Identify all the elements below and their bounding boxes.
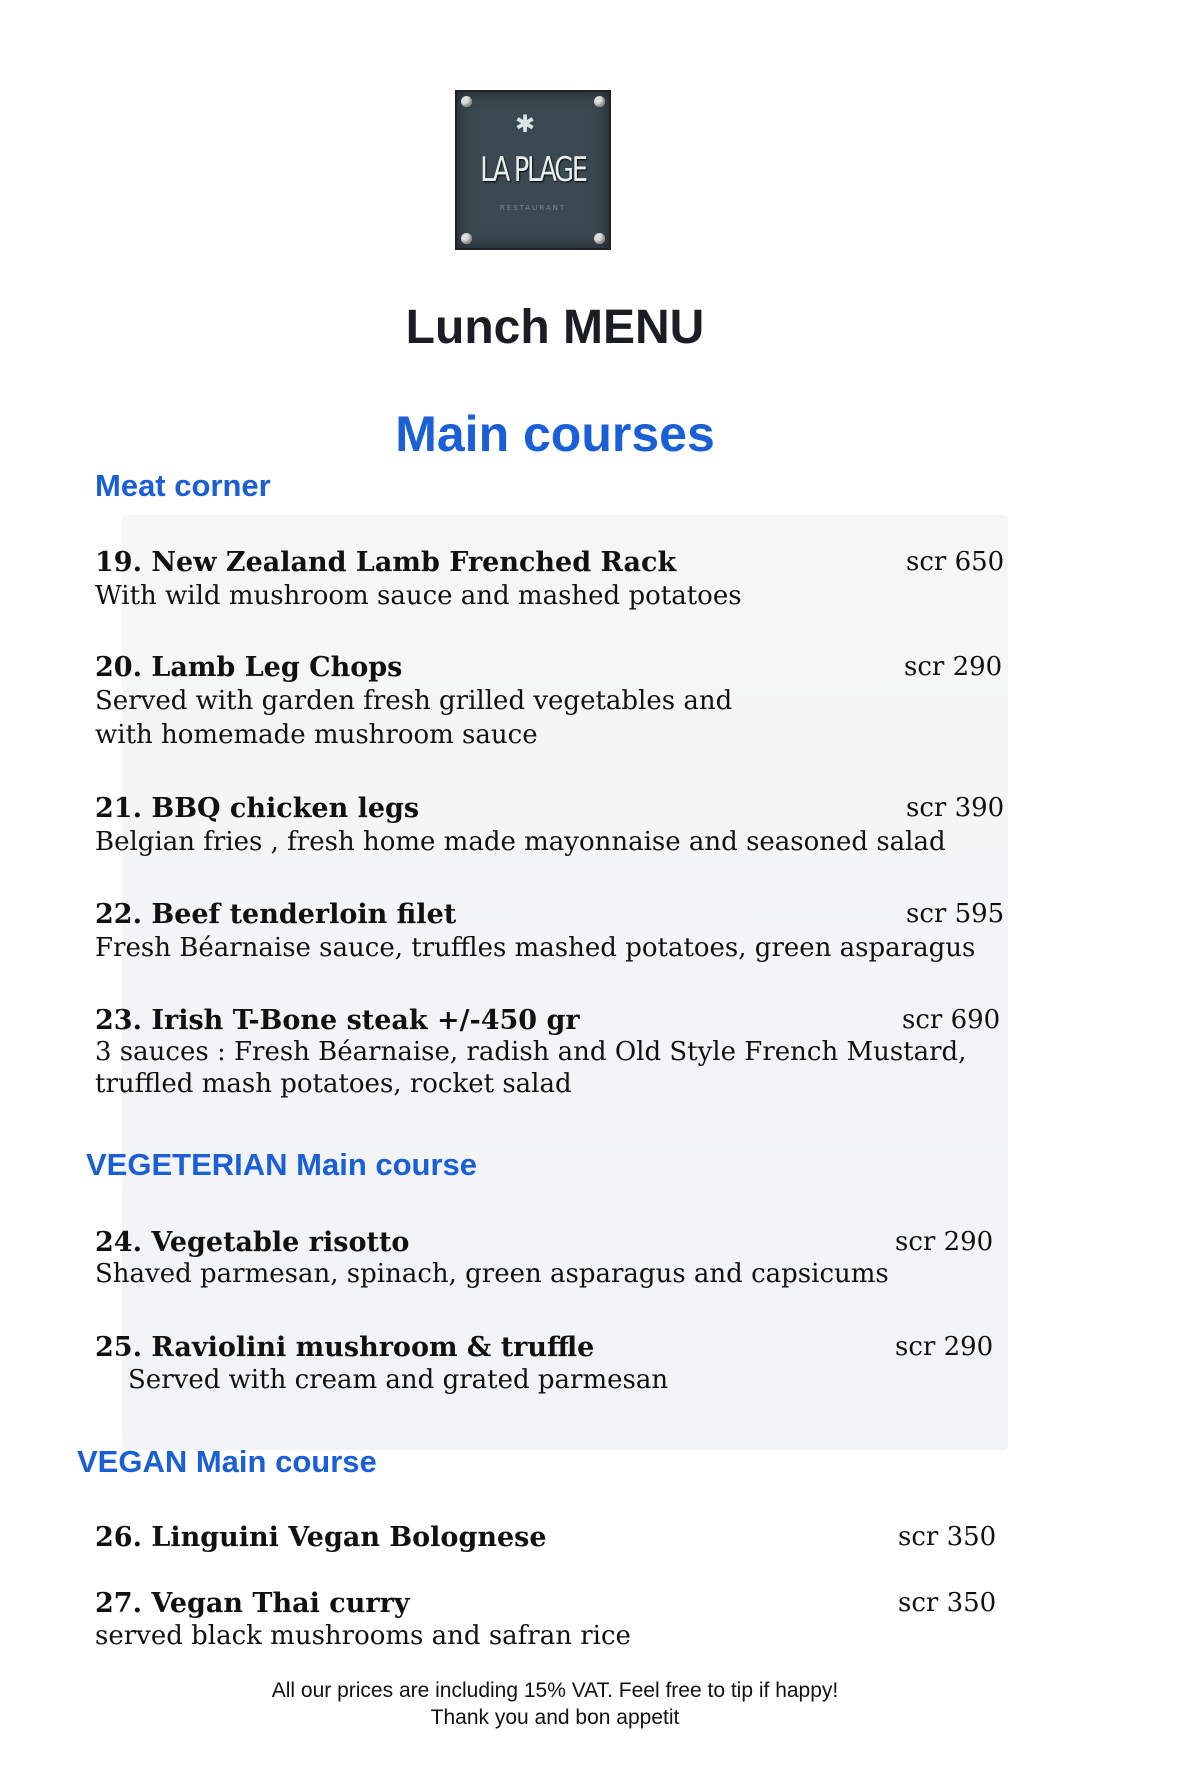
bolt-icon xyxy=(461,96,472,107)
section-heading: VEGETERIAN Main course xyxy=(86,1147,478,1182)
bolt-icon xyxy=(594,96,605,107)
menu-item-price: scr 290 xyxy=(895,1332,994,1362)
menu-item-price: scr 290 xyxy=(904,652,1003,682)
menu-item-price: scr 290 xyxy=(895,1227,994,1257)
menu-item-description: With wild mushroom sauce and mashed potatoes xyxy=(95,581,742,611)
menu-item-name: 24. Vegetable risotto xyxy=(95,1227,410,1258)
section-heading: VEGAN Main course xyxy=(77,1444,377,1479)
menu-item-price: scr 690 xyxy=(902,1005,1001,1035)
logo-subtitle: RESTAURANT xyxy=(499,204,567,212)
menu-item-name: 20. Lamb Leg Chops xyxy=(95,652,403,683)
menu-item-name: 26. Linguini Vegan Bolognese xyxy=(95,1522,547,1553)
menu-item-description: Fresh Béarnaise sauce, truffles mashed potatoes, green asparagus xyxy=(95,933,976,963)
menu-item-name: 27. Vegan Thai curry xyxy=(95,1588,410,1619)
menu-item-price: scr 350 xyxy=(898,1522,997,1552)
menu-subtitle: Main courses xyxy=(395,406,715,462)
menu-item-description: Belgian fries , fresh home made mayonnaise and seasoned salad xyxy=(95,827,946,857)
bolt-icon xyxy=(461,233,472,244)
bolt-icon xyxy=(594,233,605,244)
restaurant-logo xyxy=(455,90,611,250)
menu-item-price: scr 650 xyxy=(906,547,1005,577)
menu-item-name: 25. Raviolini mushroom & truffle xyxy=(95,1332,595,1363)
menu-item-description: Served with cream and grated parmesan xyxy=(128,1365,669,1395)
menu-item-price: scr 350 xyxy=(898,1588,997,1618)
palm-tree-icon: ✱ xyxy=(515,110,536,138)
footer-vat-note: All our prices are including 15% VAT. Feel free to tip if happy! xyxy=(271,1679,839,1702)
section-heading: Meat corner xyxy=(95,468,271,503)
logo-name: LA PLAGE xyxy=(480,150,586,190)
menu-item-price: scr 390 xyxy=(906,793,1005,823)
menu-item-description: with homemade mushroom sauce xyxy=(95,720,538,750)
menu-item-price: scr 595 xyxy=(906,899,1005,929)
menu-item-name: 22. Beef tenderloin filet xyxy=(95,899,457,930)
menu-item-name: 23. Irish T-Bone steak +/-450 gr xyxy=(95,1005,580,1036)
menu-item-description: Shaved parmesan, spinach, green asparagus and capsicums xyxy=(95,1259,889,1289)
menu-item-description: 3 sauces : Fresh Béarnaise, radish and Old Style French Mustard, xyxy=(95,1037,967,1067)
footer-thanks: Thank you and bon appetit xyxy=(430,1706,680,1729)
menu-item-description: Served with garden fresh grilled vegetables and xyxy=(95,686,733,716)
menu-item-description: truffled mash potatoes, rocket salad xyxy=(95,1069,572,1099)
menu-item-description: served black mushrooms and safran rice xyxy=(95,1621,631,1651)
menu-item-name: 21. BBQ chicken legs xyxy=(95,793,420,824)
menu-title: Lunch MENU xyxy=(405,301,705,354)
menu-item-name: 19. New Zealand Lamb Frenched Rack xyxy=(95,547,677,578)
